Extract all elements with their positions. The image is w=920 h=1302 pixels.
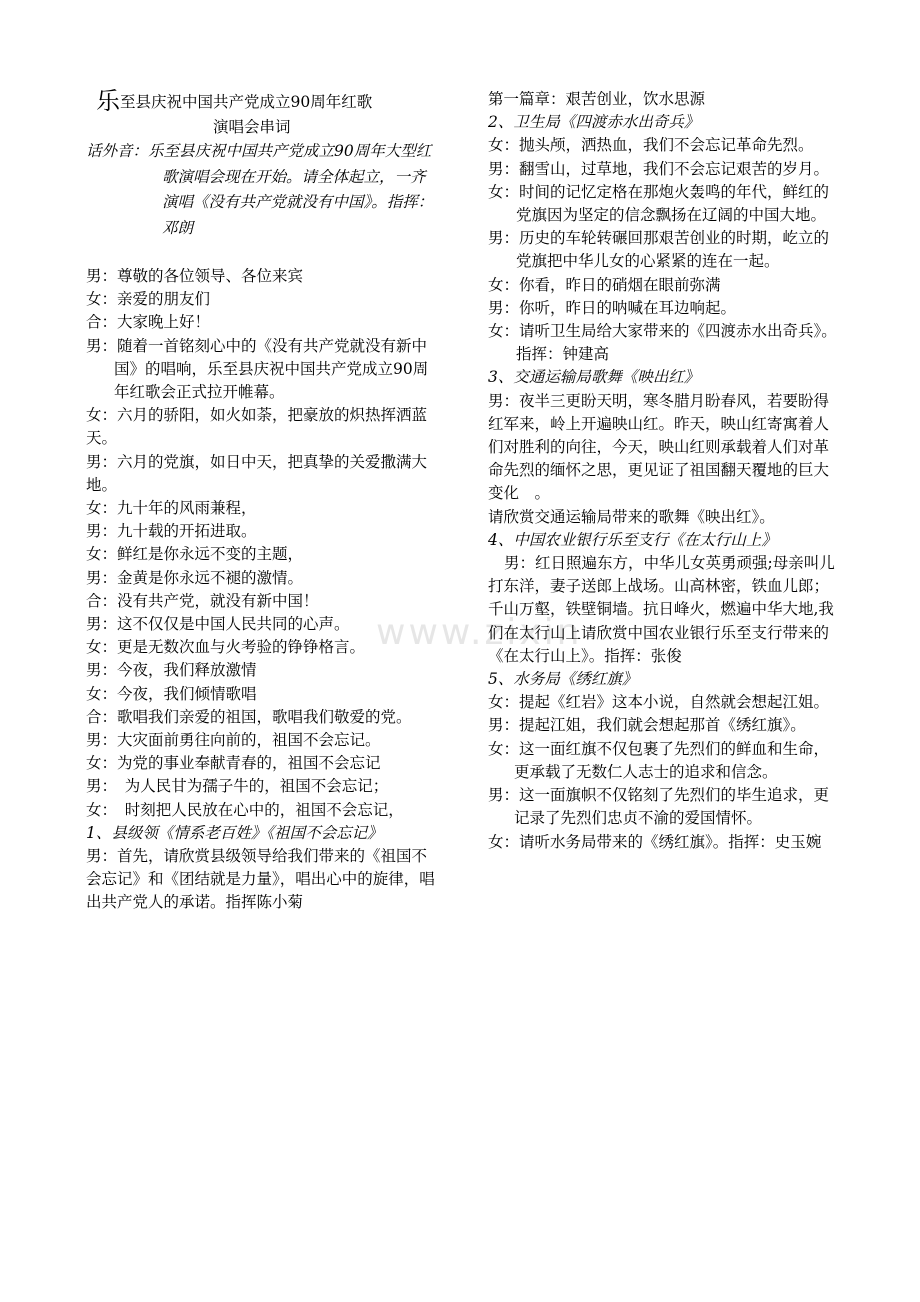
left-script-line: 合：歌唱我们亲爱的祖国，歌唱我们敬爱的党。 — [86, 707, 412, 726]
left-body — [86, 265, 438, 915]
right-script-line: 女：请听水务局带来的《绣红旗》。指挥：史玉婉 — [488, 832, 822, 851]
left-script-line: 男：大灾面前勇往向前的，祖国不会忘记。 — [86, 731, 381, 750]
left-script-line: 男：这不仅仅是中国人民共同的心声。 — [86, 615, 350, 634]
right-script-line: 男：提起江姐，我们就会想起那首《绣红旗》。 — [488, 716, 806, 735]
left-script-line: 女：今夜，我们倾情歌唱 — [86, 684, 257, 703]
right-script-line: 女：请听卫生局给大家带来的《四渡赤水出奇兵》。指挥：钟建高 — [488, 322, 837, 364]
left-script-line: 女：亲爱的朋友们 — [86, 290, 211, 309]
right-script-line: 女：你看，昨日的硝烟在眼前弥满 — [488, 275, 721, 294]
title-line-1 — [86, 88, 438, 115]
title-line-1-rest: 至县庆祝中国共产党成立90周年红歌 — [120, 93, 373, 111]
left-script-line: 女：鲜红是你永远不变的主题， — [86, 545, 304, 564]
right-section-heading: 5、水务局《绣红旗》 — [488, 670, 638, 689]
voiceover-text: 话外音：乐至县庆祝中国共产党成立90周年大型红歌演唱会现在开始。请全体起立，一齐演唱《没有共产党就没有中国》。指挥：邓朗 — [86, 142, 434, 237]
left-script-line: 男：六月的党旗，如日中天，把真挚的关爱撒满大地。 — [86, 452, 428, 494]
left-script-line: 女： 时刻把人民放在心中的，祖国不会忘记， — [86, 800, 404, 819]
right-script-line: 男：翻雪山，过草地，我们不会忘记艰苦的岁月。 — [488, 159, 830, 178]
left-script-line: 合：大家晚上好！ — [86, 313, 211, 332]
left-script-line: 女：六月的骄阳，如火如荼，把豪放的炽热挥洒蓝天。 — [86, 406, 428, 448]
left-script-line: 男：随着一首铭刻心中的《没有共产党就没有新中国》的唱响，乐至县庆祝中国共产党成立90周年红歌会正式拉开帷幕。 — [86, 336, 429, 402]
right-script-line: 女：提起《红岩》这本小说，自然就会想起江姐。 — [488, 693, 830, 712]
right-body — [488, 88, 840, 854]
title-first-char: 乐 — [96, 87, 120, 115]
blank-spacer — [86, 241, 438, 265]
left-section-heading: 1、县级领《情系老百姓》《祖国不会忘记》 — [86, 823, 383, 842]
right-script-line: 男：夜半三更盼天明，寒冬腊月盼春风，若要盼得红军来，岭上开遍映山红。昨天，映山红寄寓着人们对胜利的向往，今天，映山红则承载着人们对革命先烈的缅怀之思，更见证了祖国翻天覆地的巨大变化 。 — [488, 391, 830, 503]
right-script-line: 女：时间的记忆定格在那炮火轰鸣的年代，鲜红的党旗因为坚定的信念飘扬在辽阔的中国大地。 — [488, 182, 830, 225]
right-script-line: 女：这一面红旗不仅包裹了先烈们的鲜血和生命，更承载了无数仁人志士的追求和信念。 — [488, 739, 830, 781]
title-line-2: 演唱会串词 — [213, 118, 291, 136]
left-script-line: 女：为党的事业奉献青春的，祖国不会忘记 — [86, 754, 381, 773]
right-column — [488, 88, 840, 854]
right-script-line: 男：这一面旗帜不仅铭刻了先烈们的毕生追求，更记录了先烈们忠贞不渝的爱国情怀。 — [488, 786, 830, 828]
right-section-heading: 2、卫生局《四渡赤水出奇兵》 — [488, 113, 700, 132]
left-script-line: 男：今夜，我们释放激情 — [86, 661, 257, 680]
right-script-line: 女：抛头颅，洒热血，我们不会忘记革命先烈。 — [488, 136, 814, 155]
right-section-heading: 3、交通运输局歌舞《映出红》 — [488, 368, 700, 387]
left-script-line: 合：没有共产党，就没有新中国！ — [86, 591, 319, 610]
left-script-line: 男： 为人民甘为孺子牛的，祖国不会忘记； — [86, 777, 389, 796]
right-script-line: 男：红日照遍东方，中华儿女英勇顽强;母亲叫儿打东洋，妻子送郎上战场。山高林密，铁血儿郎； 千山万壑，铁壁铜墙。抗日峰火，燃遍中华大地,我们在太行山上请欣赏中国农业银行乐至支行带来的《在太行山上》。指挥：张俊 — [488, 554, 837, 665]
left-script-line: 男：九十载的开拓进取。 — [86, 522, 257, 541]
left-column — [86, 88, 438, 915]
right-section-heading: 4、中国农业银行乐至支行《在太行山上》 — [488, 530, 777, 549]
left-script-line: 男：首先，请欣赏县级领导给我们带来的《祖国不会忘记》和《团结就是力量》，唱出心中的旋律，唱出共产党人的承诺。指挥陈小菊 — [86, 847, 435, 912]
left-script-line: 女：更是无数次血与火考验的铮铮格言。 — [86, 638, 366, 657]
left-script-line: 男：尊敬的各位领导、各位来宾 — [86, 267, 304, 285]
right-script-line: 男：你听，昨日的呐喊在耳边响起。 — [488, 298, 737, 317]
left-script-line: 女：九十年的风雨兼程， — [86, 499, 257, 518]
right-script-line: 第一篇章：艰苦创业，饮水思源 — [488, 90, 706, 108]
left-script-line: 男：金黄是你永远不褪的激情。 — [86, 568, 304, 587]
watermark: www.zixin — [376, 612, 583, 653]
right-script-line: 男：历史的车轮转碾回那艰苦创业的时期，屹立的党旗把中华儿女的心紧紧的连在一起。 — [488, 229, 830, 271]
right-script-line: 请欣赏交通运输局带来的歌舞《映出红》。 — [488, 507, 775, 526]
